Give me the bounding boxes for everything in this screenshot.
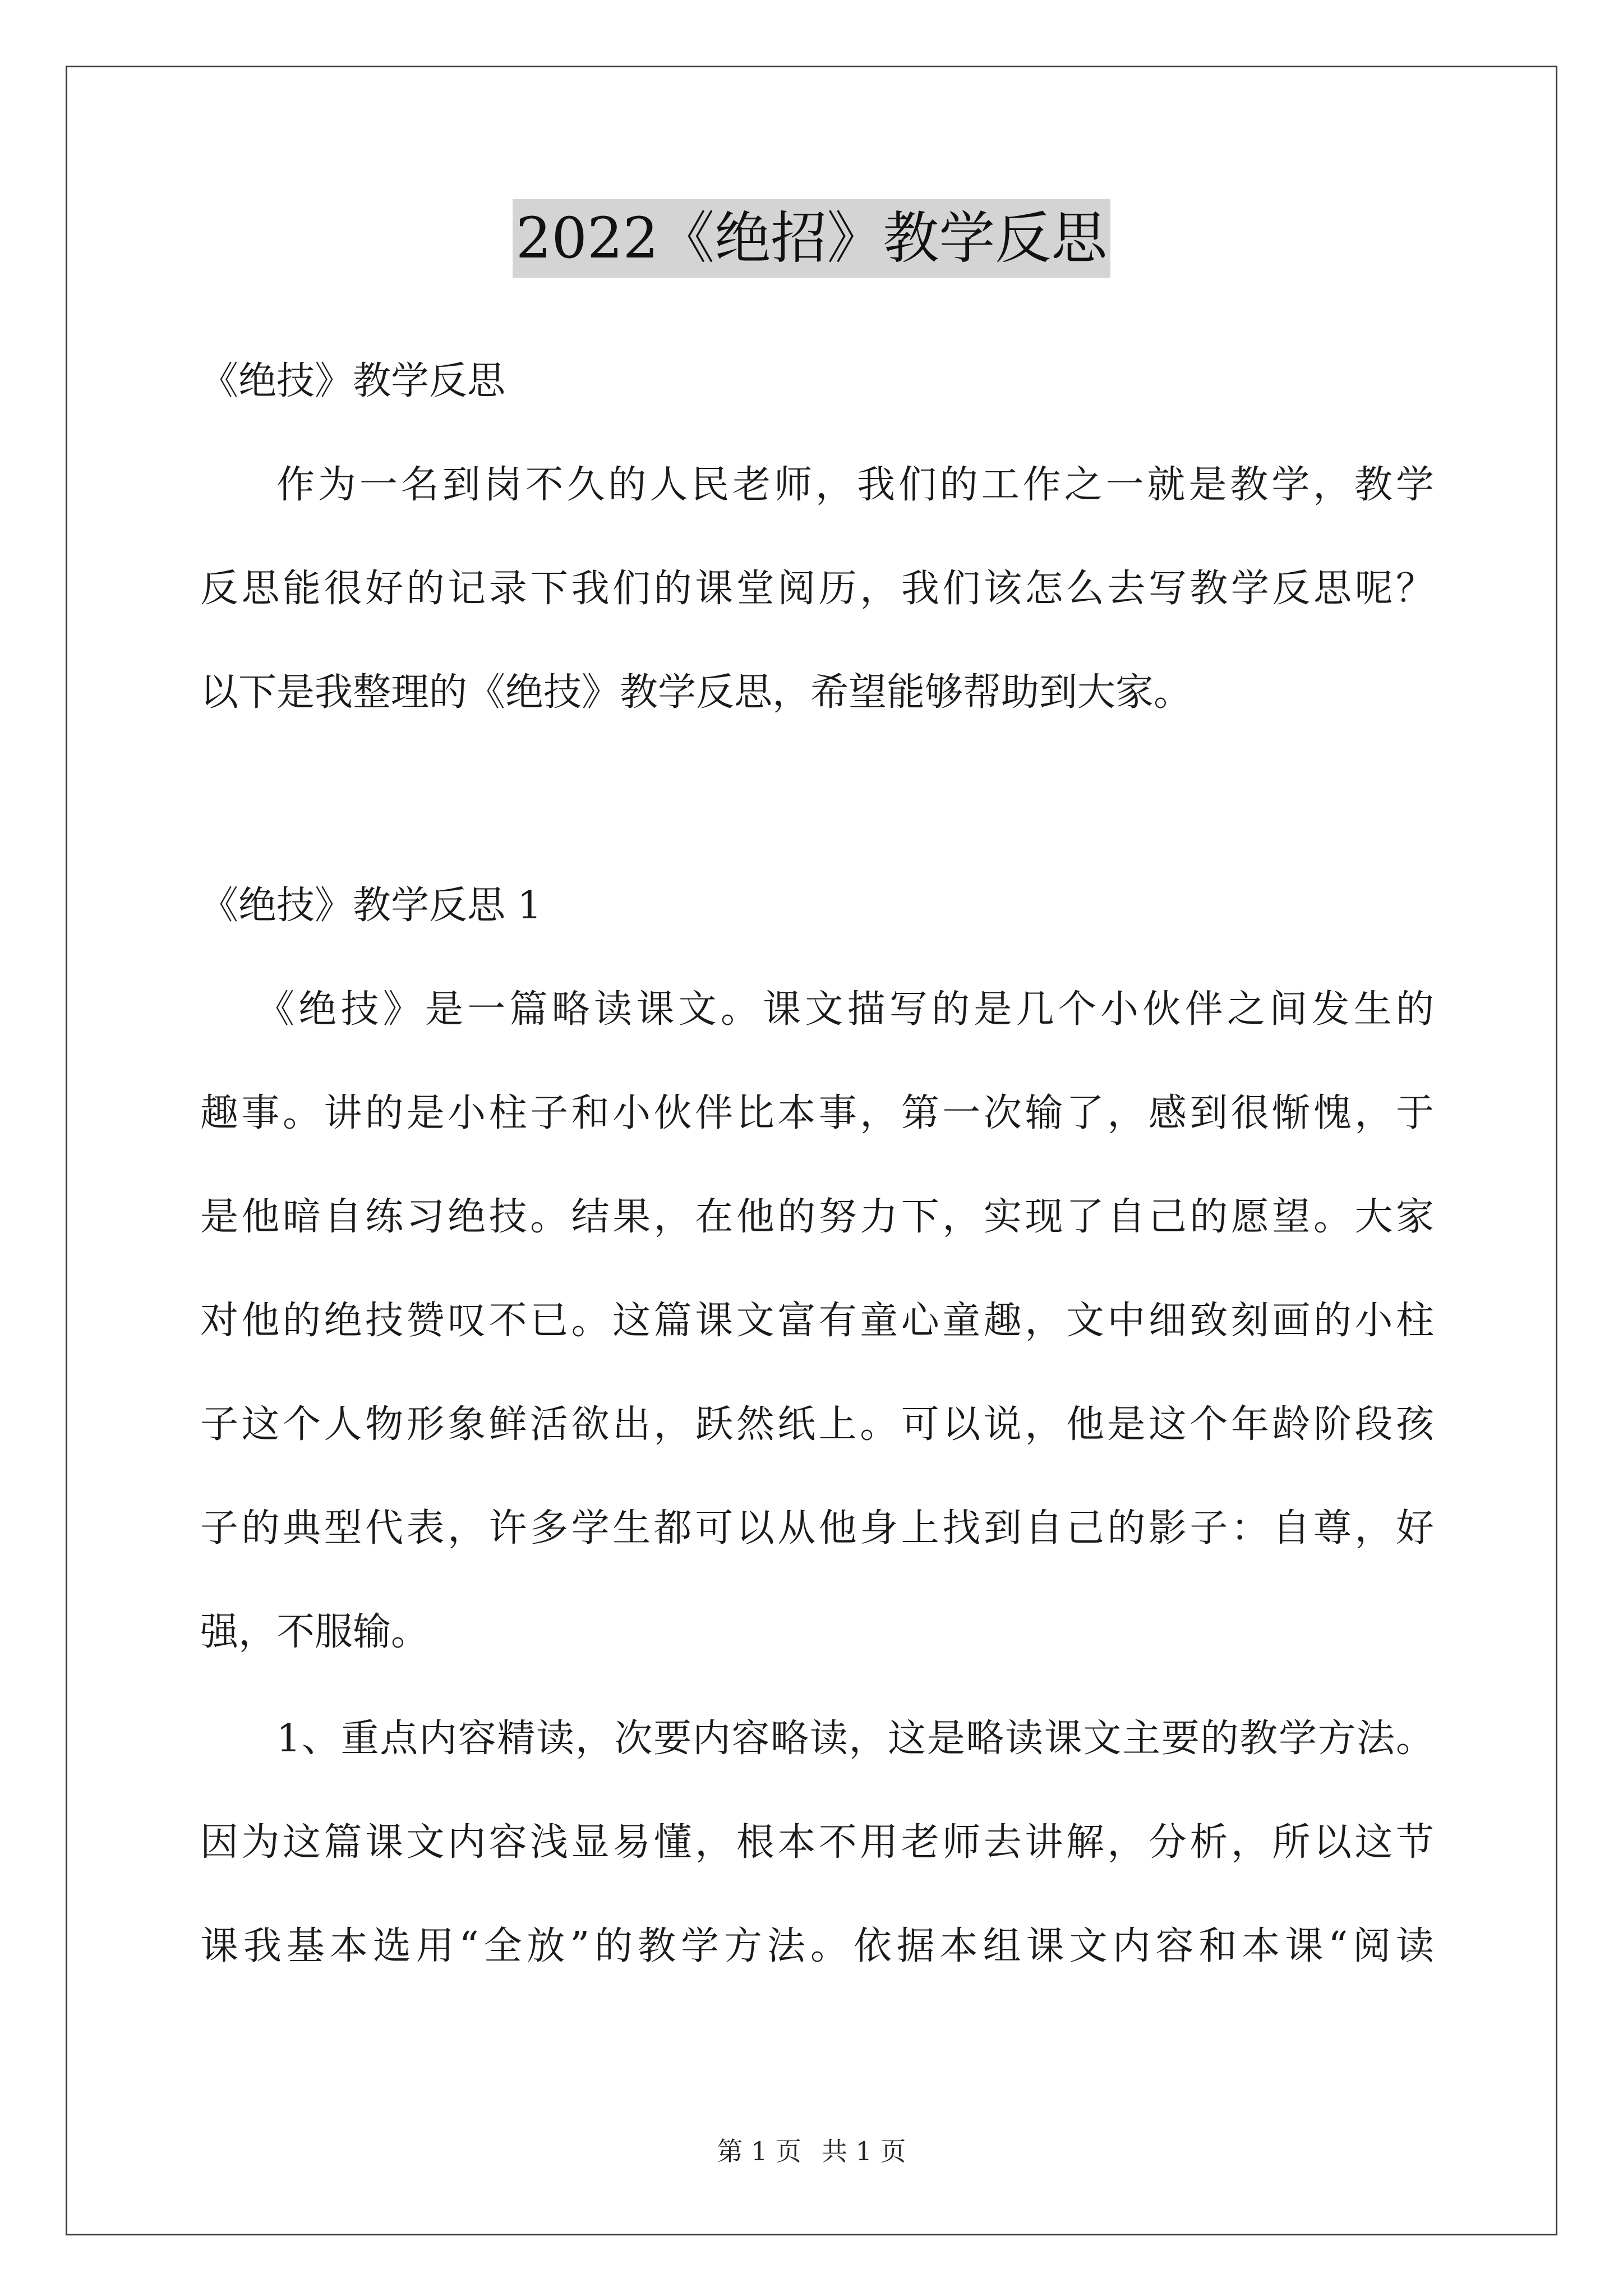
para1-line-5: 子这个人物形象鲜活欲出，跃然纸上。可以说，他是这个年龄阶段孩 xyxy=(200,1402,1434,1447)
para2-line-1: 1、重点内容精读，次要内容略读，这是略读课文主要的教学方法。 xyxy=(276,1717,1434,1761)
para1-line-3: 是他暗自练习绝技。结果，在他的努力下，实现了自己的愿望。大家 xyxy=(200,1195,1434,1239)
intro-line-3: 以下是我整理的《绝技》教学反思，希望能够帮助到大家。 xyxy=(200,670,1192,715)
para2-line-3: 课我基本选用“全放”的教学方法。依据本组课文内容和本课“阅读 xyxy=(200,1924,1434,1968)
document-title: 2022《绝招》教学反思 xyxy=(513,199,1111,278)
page-number: 第 1 页 xyxy=(717,2136,801,2166)
intro-line-2: 反思能很好的记录下我们的课堂阅历，我们该怎么去写教学反思呢？ xyxy=(200,567,1434,611)
intro-line-1: 作为一名到岗不久的人民老师，我们的工作之一就是教学，教学 xyxy=(276,463,1434,507)
section-heading-intro: 《绝技》教学反思 xyxy=(200,359,506,403)
para1-line-7: 强，不服输。 xyxy=(200,1610,430,1654)
section-heading-1: 《绝技》教学反思 1 xyxy=(200,884,542,928)
para2-line-2: 因为这篇课文内容浅显易懂，根本不用老师去讲解，分析，所以这节 xyxy=(200,1820,1434,1865)
title-container xyxy=(0,199,1623,278)
page-footer xyxy=(0,2132,1623,2171)
para1-line-1: 《绝技》是一篇略读课文。课文描写的是几个小伙伴之间发生的 xyxy=(256,987,1434,1032)
para1-line-2: 趣事。讲的是小柱子和小伙伴比本事，第一次输了，感到很惭愧，于 xyxy=(200,1091,1434,1135)
para1-line-6: 子的典型代表，许多学生都可以从他身上找到自己的影子：自尊，好 xyxy=(200,1506,1434,1550)
para1-line-4: 对他的绝技赞叹不已。这篇课文富有童心童趣，文中细致刻画的小柱 xyxy=(200,1299,1434,1343)
page-total: 共 1 页 xyxy=(822,2136,906,2166)
